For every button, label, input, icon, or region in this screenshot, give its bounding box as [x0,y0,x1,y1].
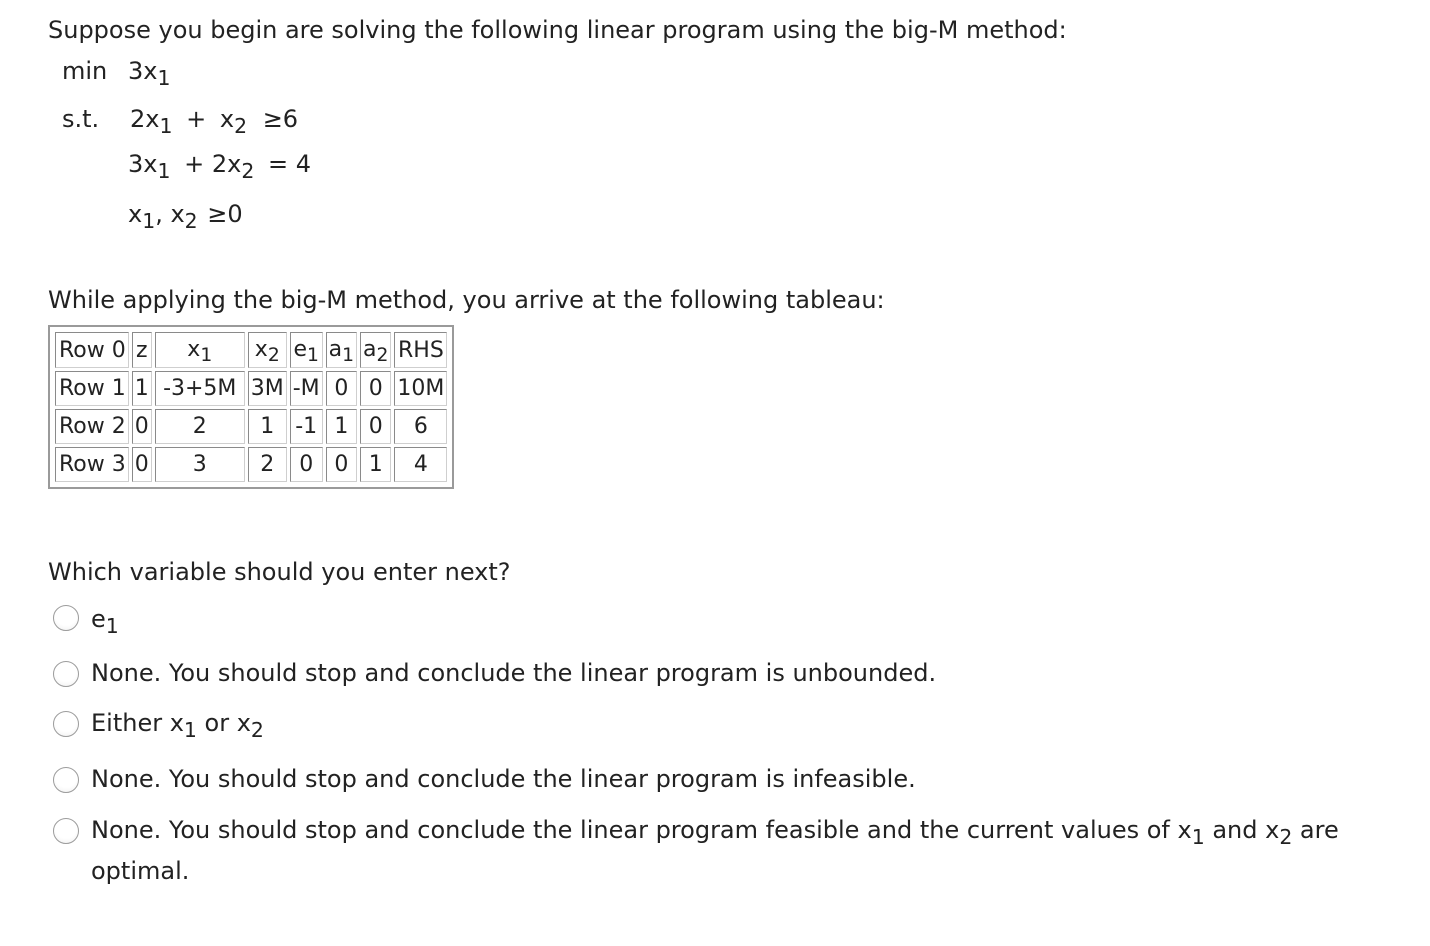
cell-x2: 2 [248,447,287,482]
c1-sub-b: 2 [234,113,248,138]
c1-op: + [186,105,207,133]
objective-coef: 3x [128,57,158,85]
option-1-radio[interactable] [53,605,79,631]
constraint-2 [128,150,311,183]
row-label: Row 1 [55,371,129,406]
table-row [55,409,447,444]
st-label: s.t. [62,105,100,133]
c1-sub-a: 1 [159,113,173,138]
header-row-label: Row 0 [55,332,129,368]
cell-x2: 3M [248,371,287,406]
option-4-radio[interactable] [53,767,79,793]
cell-rhs: 4 [394,447,447,482]
c1-term-a: 2x [130,105,160,133]
cell-x2: 1 [248,409,287,444]
option-2-radio[interactable] [53,661,79,687]
cell-a1: 1 [326,409,357,444]
c3-sub-a: 1 [142,208,156,233]
header-x1: $x_1$ [155,332,245,368]
c2-sub-a: 1 [157,158,171,183]
intro-text: Suppose you begin are solving the following linear program using the big-M method: [48,16,1067,44]
row-label: Row 2 [55,409,129,444]
header-z: z [132,332,152,368]
option-5-label-line2: optimal. [91,857,190,885]
c3-sep: , x [155,200,185,228]
cell-e1: 0 [290,447,323,482]
c3-rel: ≥0 [207,200,243,228]
cell-a2: 0 [360,409,391,444]
tableau-intro: While applying the big-M method, you arrive at the following tableau: [48,286,885,314]
option-4-label[interactable]: None. You should stop and conclude the linear program is infeasible. [91,765,916,793]
cell-a1: 0 [326,371,357,406]
c1-term-b: x [219,105,235,133]
cell-e1: -1 [290,409,323,444]
objective-expression [128,57,171,90]
option-3-radio[interactable] [53,711,79,737]
option-5-radio[interactable] [53,818,79,844]
cell-a1: 0 [326,447,357,482]
tableau [48,325,454,489]
constraint-3 [128,200,243,233]
table-row [55,447,447,482]
option-2-label[interactable]: None. You should stop and conclude the linear program is unbounded. [91,659,937,687]
table-row [55,371,447,406]
header-rhs: RHS [394,332,447,368]
option-1-label[interactable]: $e_1$ [91,605,119,638]
cell-a2: 0 [360,371,391,406]
header-x2: $x_2$ [248,332,287,368]
cell-z: 0 [132,447,152,482]
objective-sub: 1 [157,65,171,90]
tableau-header-row [55,332,447,368]
tableau-table [52,329,450,485]
c1-rel: ≥6 [262,105,299,133]
objective-label: min [62,57,108,85]
cell-rhs: 10M [394,371,447,406]
cell-x1: 2 [155,409,245,444]
header-e1: $e_1$ [290,332,323,368]
row-label: Row 3 [55,447,129,482]
option-5-label[interactable]: None. You should stop and conclude the linear program feasible and the current values of $x_1$ and $x_2$ are [91,816,1339,849]
constraint-1 [130,105,299,138]
cell-e1: -M [290,371,323,406]
header-a1: $a_1$ [326,332,357,368]
cell-a2: 1 [360,447,391,482]
c3-term-a: x [128,200,143,228]
header-a2: $a_2$ [360,332,391,368]
cell-z: 1 [132,371,152,406]
c2-sub-b: 2 [241,158,255,183]
question-text: Which variable should you enter next? [48,558,511,586]
c2-rel: = 4 [267,150,311,178]
option-3-label[interactable]: Either $x_1$ or $x_2$ [91,709,264,742]
c2-term-a: 3x [128,150,158,178]
c2-op: + 2x [184,150,242,178]
cell-rhs: 6 [394,409,447,444]
c3-sub-b: 2 [184,208,198,233]
cell-z: 0 [132,409,152,444]
cell-x1: 3 [155,447,245,482]
cell-x1: -3+5M [155,371,245,406]
